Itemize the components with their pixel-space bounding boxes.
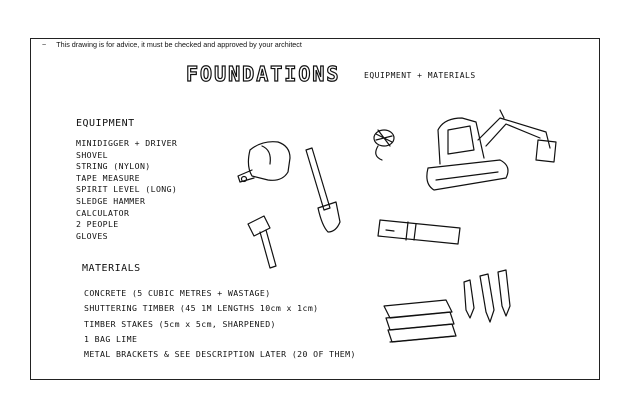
equipment-item: TAPE MEASURE [76,172,140,183]
disclaimer-mark: ~ [42,40,47,49]
materials-heading: MATERIALS [82,263,141,274]
page-subtitle: EQUIPMENT + MATERIALS [364,71,476,80]
shovel-icon [306,148,340,232]
equipment-item: SLEDGE HAMMER [76,195,146,206]
disclaimer-text: This drawing is for advice, it must be checked and approved by your architect [56,40,302,49]
equipment-item: SPIRIT LEVEL (LONG) [76,184,178,195]
timber-planks-icon [384,300,456,342]
mini-digger-icon [427,110,556,190]
equipment-item: STRING (NYLON) [76,161,151,172]
equipment-item: SHOVEL [76,149,108,160]
material-item: METAL BRACKETS & SEE DESCRIPTION LATER (20 OF THEM) [84,349,356,360]
page-title: FOUNDATIONS [186,62,341,86]
material-item: TIMBER STAKES (5cm x 5cm, SHARPENED) [84,318,276,329]
equipment-item: MINIDIGGER + DRIVER [76,138,178,148]
material-item: CONCRETE (5 CUBIC METRES + WASTAGE) [84,288,271,298]
equipment-item: 2 PEOPLE [76,219,119,230]
spirit-level-icon [378,220,460,244]
equipment-heading: EQUIPMENT [76,118,135,129]
sledge-hammer-icon [248,216,276,268]
equipment-item: CALCULATOR [76,207,130,218]
material-item: 1 BAG LIME [84,333,138,344]
tape-measure-icon [238,142,290,182]
string-reel-icon [374,130,394,160]
timber-stakes-icon [464,270,510,322]
material-item: SHUTTERING TIMBER (45 1M LENGTHS 10cm x 1cm) [84,303,319,314]
equipment-item: GLOVES [76,230,108,241]
